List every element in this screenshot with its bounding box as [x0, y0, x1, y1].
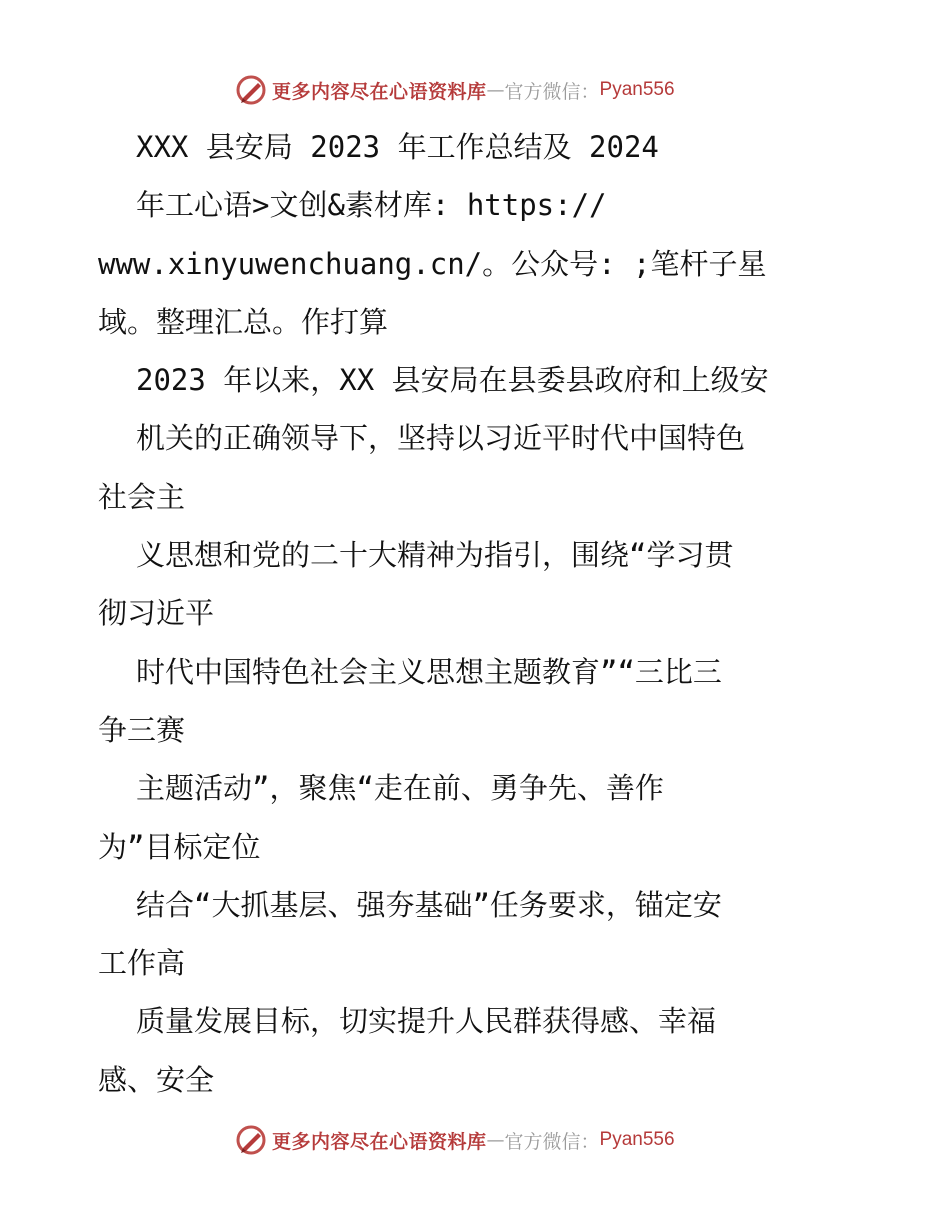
text-line: 时代中国特色社会主义思想主题教育”“三比三	[136, 654, 722, 689]
text-line: 彻习近平	[98, 596, 215, 631]
watermark-brand: 更多内容尽在心语资料库	[272, 1130, 487, 1153]
text-line: 争三赛	[98, 712, 186, 747]
watermark-label: 官方微信：	[504, 1130, 600, 1153]
pen-logo-icon	[234, 1123, 268, 1157]
text-line: 社会主	[98, 479, 186, 514]
watermark-label: 官方微信：	[504, 80, 600, 103]
text-line: 结合“大抓基层、强夯基础”任务要求，锚定安	[136, 887, 722, 922]
text-line: XXX 县安局 2023 年工作总结及 2024	[136, 130, 659, 164]
text-line: 机关的正确领导下，坚持以习近平时代中国特色	[136, 421, 746, 456]
watermark-wechat-id: Pyan556	[599, 1129, 675, 1150]
text-line: 主题活动”，聚焦“走在前、勇争先、善作	[136, 771, 664, 806]
watermark-brand: 更多内容尽在心语资料库	[272, 80, 487, 103]
pen-logo-icon	[234, 73, 268, 107]
watermark-banner-bottom	[234, 1120, 714, 1160]
text-line: 感、安全	[98, 1062, 215, 1097]
watermark-separator: —	[486, 79, 505, 101]
text-line: 为”目标定位	[98, 829, 261, 864]
text-line: 2023 年以来，XX 县安局在县委县政府和上级安	[136, 363, 769, 398]
text-line: 工作高	[98, 946, 186, 981]
text-line: 年工心语>文创&素材库: https://	[136, 188, 607, 223]
text-line: 义思想和党的二十大精神为指引，围绕“学习贯	[136, 538, 734, 573]
watermark-separator: —	[486, 1129, 505, 1151]
text-line: 域。整理汇总。作打算	[98, 304, 389, 339]
document-body	[98, 118, 898, 1109]
watermark-banner-top	[234, 70, 714, 110]
text-line: 质量发展目标，切实提升人民群获得感、幸福	[136, 1004, 717, 1039]
text-line: www.xinyuwenchuang.cn/。公众号: ;笔杆子星	[98, 246, 767, 281]
watermark-wechat-id: Pyan556	[599, 79, 675, 100]
